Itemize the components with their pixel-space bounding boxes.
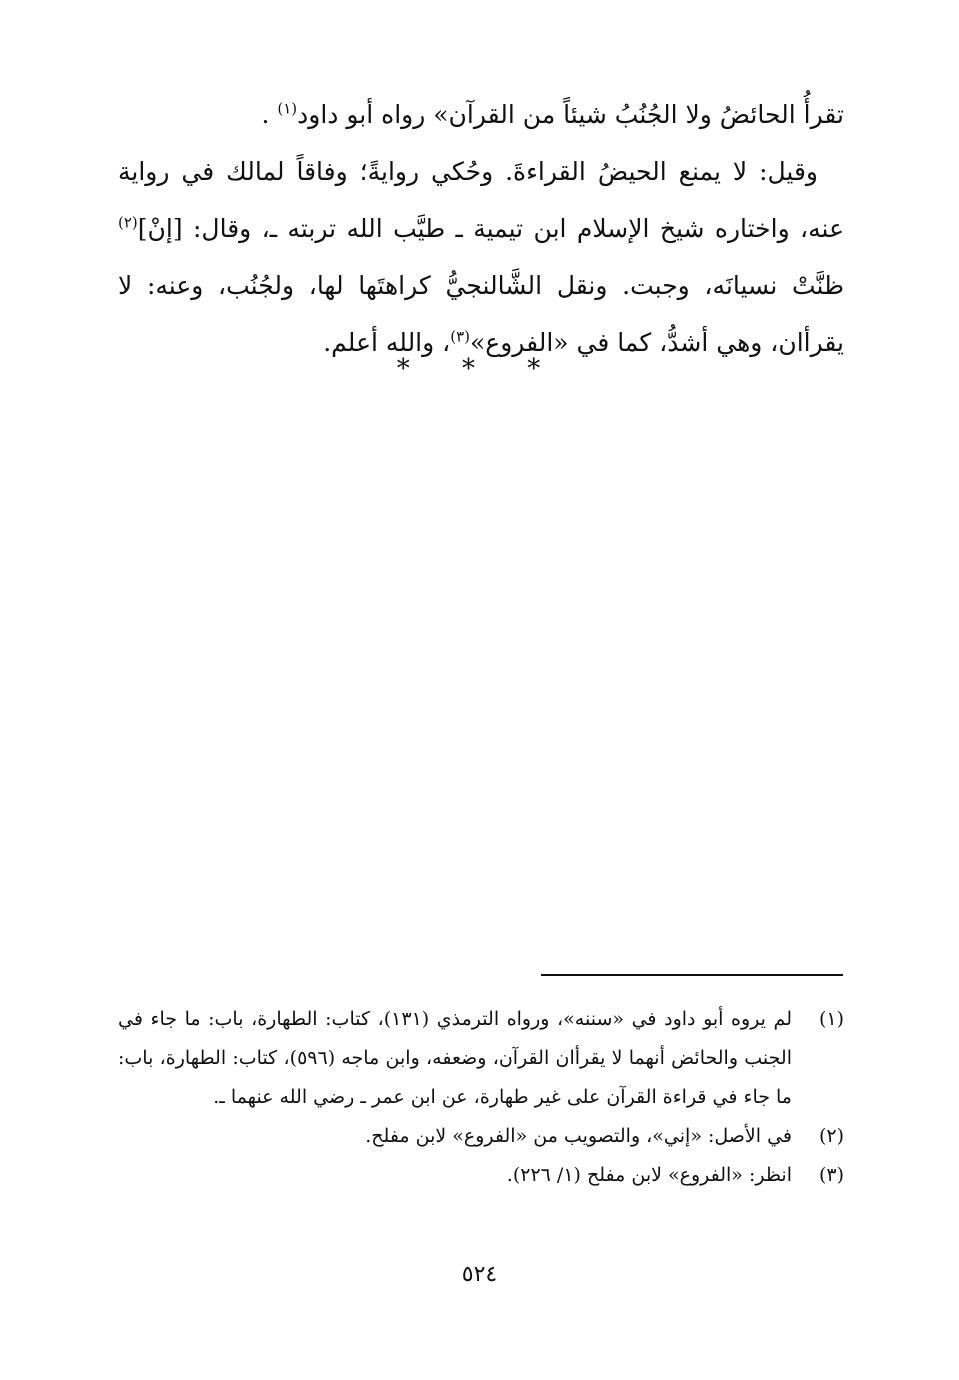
paragraph-2 [118,143,844,371]
section-divider: * * * [396,354,563,384]
paragraph-1-text: تقرأُ الحائضُ ولا الجُنُبُ شيئاً من القرآن» رواه أبو داود [297,100,844,129]
footnote-number: (٣) [818,1164,844,1186]
footnote-separator [541,974,843,976]
footnote-ref-2: (٢) [118,213,138,232]
footnote-number: (١) [818,1008,844,1030]
paragraph-2-part-a: وقيل: لا يمنع الحيضُ القراءةَ. وحُكي روايةً؛ وفاقاً لمالك في رواية عنه، واختاره شيخ الإسلام ابن تيمية ـ طيَّب الله تربته ـ، وقال: [إنْ] [118,157,844,243]
footnote-text: في الأصل: «إني»، والتصويب من «الفروع» لابن مفلح. [365,1125,792,1147]
main-text [118,86,844,371]
paragraph-1 [118,86,844,143]
footnote-1 [118,1000,844,1117]
footnote-ref-3: (٣) [450,327,471,346]
footnotes [118,1000,844,1195]
footnote-3 [118,1156,844,1195]
footnote-text: انظر: «الفروع» لابن مفلح (١/ ٢٢٦). [506,1164,792,1186]
footnote-text: لم يروه أبو داود في «سننه»، ورواه الترمذي (١٣١)، كتاب: الطهارة، باب: ما جاء في الجنب والحائض أنهما لا يقرأان القرآن، وضعفه، وابن ماجه (٥٩٦)، كتاب: الطهارة، باب: ما جاء في قراءة القرآن على غير طهارة، عن ابن عمر ـ رضي الله عنهما ـ. [118,1008,793,1108]
paragraph-1-end: . [261,100,270,129]
footnote-number: (٢) [818,1125,844,1147]
footnote-ref-1: (١) [277,99,298,118]
paragraph-2-part-c: ، والله أعلم. [323,328,451,357]
footnote-2 [118,1117,844,1156]
page-number: ٥٢٤ [461,1262,498,1287]
paragraph-2-part-b: ظنَّتْ نسيانَه، وجبت. ونقل الشَّالنجيُّ كراهتَها لها، ولجُنُب، وعنه: لا يقرأان، وهي أشدُّ، كما في «الفروع» [118,271,844,357]
